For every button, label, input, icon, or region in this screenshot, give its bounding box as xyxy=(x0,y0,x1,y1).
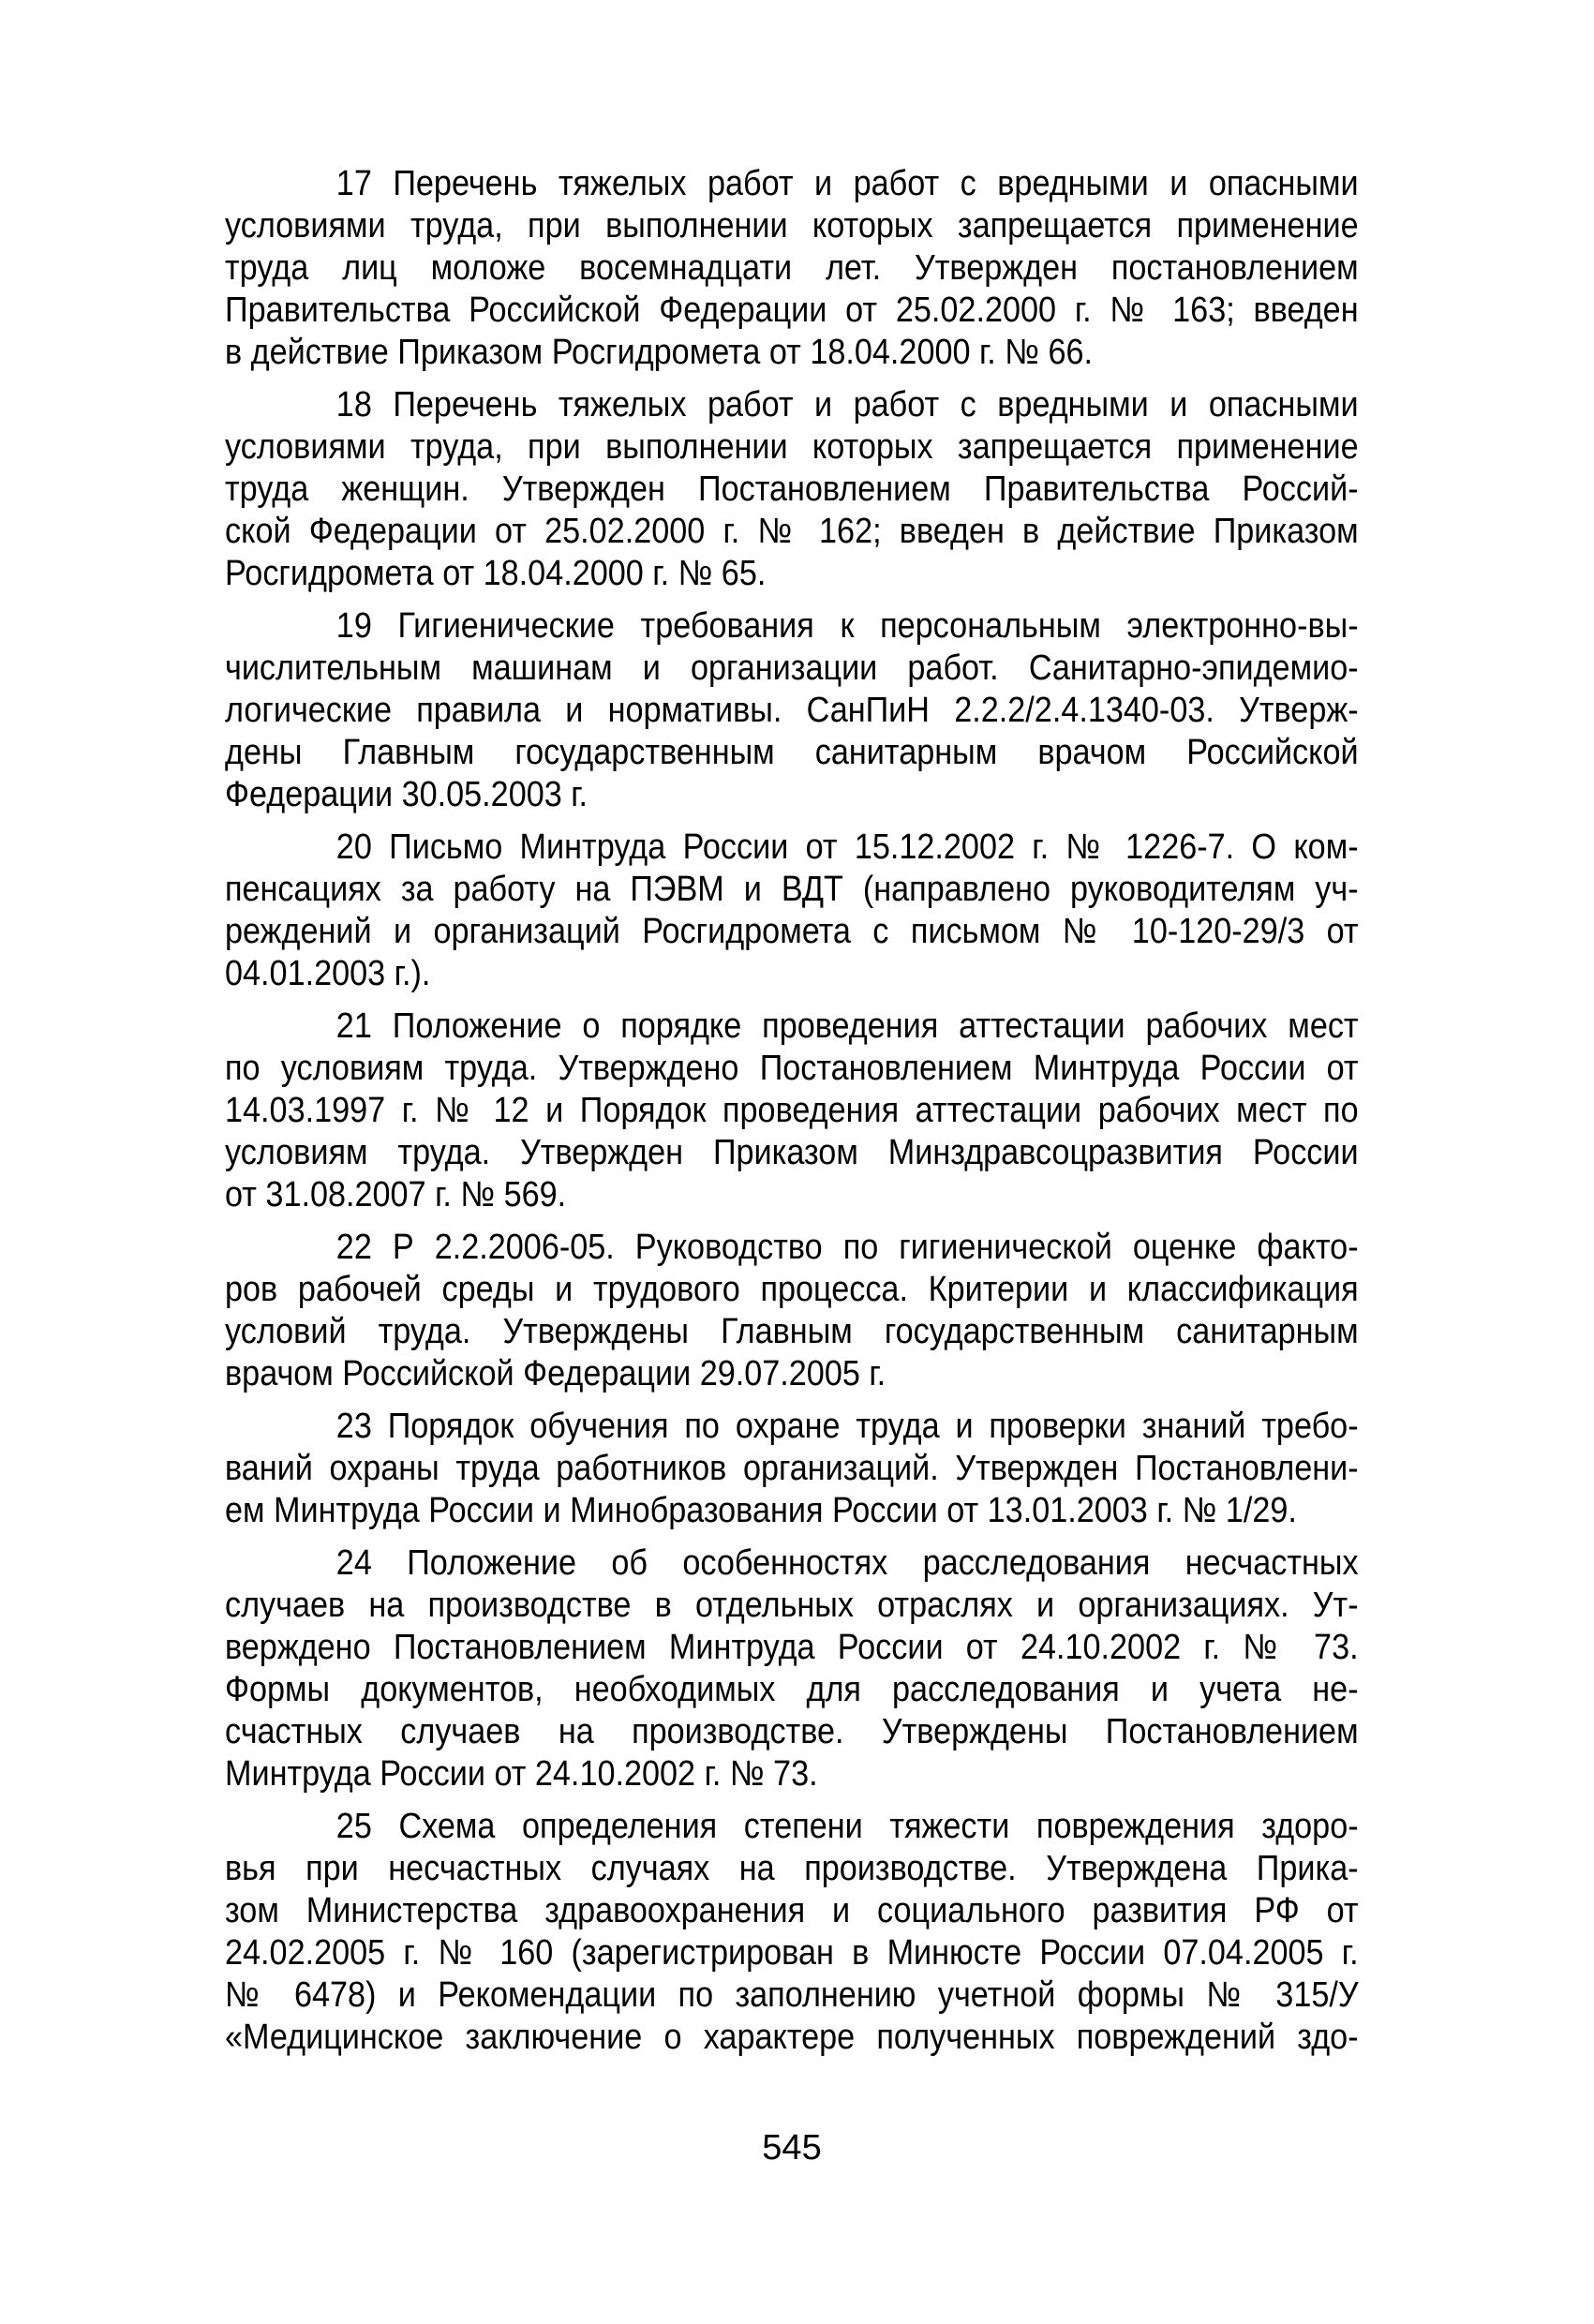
text-line: дены Главным государственным санитарным врачом Российской xyxy=(225,733,1359,772)
text-line: Правительства Российской Федерации от 25.02.2000 г. № 163; введен xyxy=(225,290,1359,330)
text-line: от 31.08.2007 г. № 569. xyxy=(225,1175,567,1214)
text-line: 21 Положение о порядке проведения аттестации рабочих мест xyxy=(335,1006,1359,1046)
text-line: условий труда. Утверждены Главным государственным санитарным xyxy=(225,1312,1359,1351)
text-line: Минтруда России от 24.10.2002 г. № 73. xyxy=(225,1754,818,1794)
text-line: ской Федерации от 25.02.2000 г. № 162; введен в действие Приказом xyxy=(225,512,1359,551)
text-line: 23 Порядок обучения по охране труда и проверки знаний требо- xyxy=(335,1407,1359,1446)
text-line: 20 Письмо Минтруда России от 15.12.2002 г. № 1226-7. О ком- xyxy=(335,827,1359,867)
text-line: 17 Перечень тяжелых работ и работ с вредными и опасными xyxy=(335,164,1359,203)
text-line: логические правила и нормативы. СанПиН 2.2.2/2.4.1340-03. Утверж- xyxy=(225,691,1359,730)
text-line: верждено Постановлением Минтруда России от 24.10.2002 г. № 73. xyxy=(225,1628,1359,1667)
text-line: вья при несчастных случаях на производстве. Утверждена Прика- xyxy=(225,1849,1359,1888)
reference-item xyxy=(225,1406,1359,1532)
text-line: труда женщин. Утвержден Постановлением Правительства Россий- xyxy=(225,469,1359,509)
text-line: в действие Приказом Росгидромета от 18.04.2000 г. № 66. xyxy=(225,333,1094,372)
text-line: реждений и организаций Росгидромета с письмом № 10-120-29/3 от xyxy=(225,912,1359,951)
text-line: 25 Схема определения степени тяжести повреждения здоро- xyxy=(335,1807,1359,1846)
text-line: № 6478) и Рекомендации по заполнению учетной формы № 315/У xyxy=(225,1975,1359,2015)
document-body xyxy=(225,163,1359,2069)
text-line: 22 Р 2.2.2006-05. Руководство по гигиенической оценке факто- xyxy=(335,1228,1359,1267)
reference-item xyxy=(225,1806,1359,2059)
text-line: Формы документов, необходимых для расследования и учета не- xyxy=(225,1670,1359,1709)
text-line: 14.03.1997 г. № 12 и Порядок проведения аттестации рабочих мест по xyxy=(225,1091,1359,1130)
text-line: счастных случаев на производстве. Утверждены Постановлением xyxy=(225,1712,1359,1751)
text-line: числительным машинам и организации работ. Санитарно-эпидемио- xyxy=(225,648,1359,688)
text-line: ваний охраны труда работников организаций. Утвержден Постановлени- xyxy=(225,1449,1359,1488)
text-line: 04.01.2003 г.). xyxy=(225,954,431,993)
text-line: 19 Гигиенические требования к персональным электронно-вы- xyxy=(335,606,1359,646)
text-line: условиями труда, при выполнении которых запрещается применение xyxy=(225,206,1359,246)
reference-item xyxy=(225,163,1359,374)
text-line: 24 Положение об особенностях расследования несчастных xyxy=(335,1543,1359,1583)
text-line: зом Министерства здравоохранения и социального развития РФ от xyxy=(225,1891,1359,1930)
text-line: Росгидромета от 18.04.2000 г. № 65. xyxy=(225,554,767,593)
reference-item xyxy=(225,1006,1359,1216)
text-line: «Медицинское заключение о характере полученных повреждений здо- xyxy=(225,2018,1359,2057)
text-line: случаев на производстве в отдельных отраслях и организациях. Ут- xyxy=(225,1586,1359,1625)
reference-item xyxy=(225,1542,1359,1795)
text-line: условиям труда. Утвержден Приказом Минздравсоцразвития России xyxy=(225,1133,1359,1172)
reference-item xyxy=(225,1227,1359,1395)
text-line: пенсациях за работу на ПЭВМ и ВДТ (направлено руководителям уч- xyxy=(225,870,1359,909)
text-line: условиями труда, при выполнении которых запрещается применение xyxy=(225,427,1359,467)
text-line: Федерации 30.05.2003 г. xyxy=(225,775,588,814)
reference-item xyxy=(225,827,1359,995)
text-line: 18 Перечень тяжелых работ и работ с вредными и опасными xyxy=(335,385,1359,425)
text-line: врачом Российской Федерации 29.07.2005 г. xyxy=(225,1354,886,1393)
reference-item xyxy=(225,605,1359,816)
text-line: ров рабочей среды и трудового процесса. Критерии и классификация xyxy=(225,1270,1359,1309)
reference-item xyxy=(225,384,1359,595)
text-line: по условиям труда. Утверждено Постановлением Минтруда России от xyxy=(225,1049,1359,1088)
text-line: 24.02.2005 г. № 160 (зарегистрирован в Минюсте России 07.04.2005 г. xyxy=(225,1933,1359,1973)
text-line: ем Минтруда России и Минобразования России от 13.01.2003 г. № 1/29. xyxy=(225,1491,1297,1530)
text-line: труда лиц моложе восемнадцати лет. Утвержден постановлением xyxy=(225,248,1359,288)
page-number: 545 xyxy=(762,2128,822,2168)
